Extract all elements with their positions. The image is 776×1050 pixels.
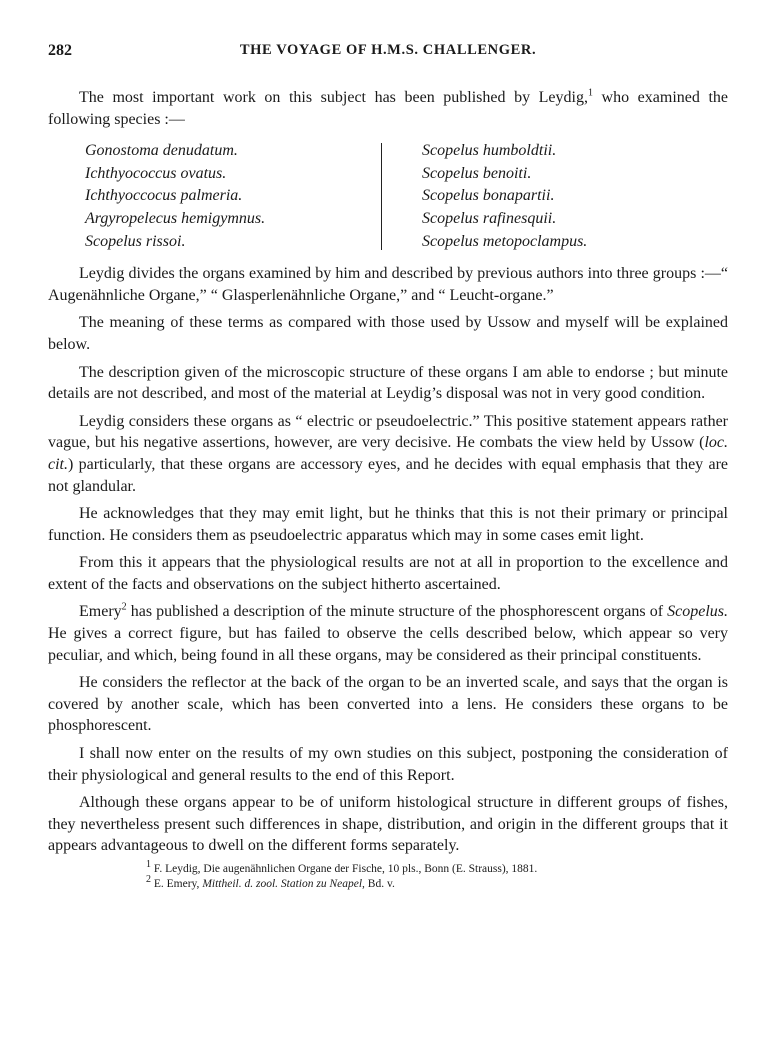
paragraph-light: He acknowledges that they may emit light, but he thinks that this is not their primary or principal function. He considers them as pseudoelectric apparatus which may in some cases emit light. xyxy=(48,505,728,544)
species-item: Argyropelecus hemigymnus. xyxy=(85,209,266,227)
footnote-text: E. Emery, xyxy=(151,878,203,890)
journal-title: Mittheil. d. zool. Station zu Neapel, xyxy=(202,878,365,890)
species-item: Scopelus humboldtii. xyxy=(422,142,557,160)
footnote-mark: 2 xyxy=(146,874,151,886)
intro-text-after: who examined the following species :— xyxy=(48,89,729,128)
footnotes xyxy=(48,859,728,892)
paragraph-own-studies: I shall now enter on the results of my own studies on this subject, postponing the consideration of their physiological and general results to the end of this Report. xyxy=(48,745,728,784)
paragraph-physiological: From this it appears that the physiological results are not at all in proportion to the excellence and extent of the facts and observations on the subject hitherto ascertained. xyxy=(48,554,728,593)
footnote-1 xyxy=(146,859,728,877)
paragraph-reflector: He considers the reflector at the back of the organ to be an inverted scale, and says that the organ is covered by another scale, which has been converted into a lens. He considers these organs to be phosphorescent. xyxy=(48,674,728,735)
species-column-right xyxy=(422,140,587,253)
page-header xyxy=(48,42,728,70)
species-item: Scopelus rafinesquii. xyxy=(422,209,557,227)
footnote-text: F. Leydig, Die augenähnlichen Organe der Fische, 10 pls., Bonn (E. Strauss), 1881. xyxy=(151,863,538,875)
paragraph-description: The description given of the microscopic structure of these organs I am able to endorse ; but minute details are not described, and most of the material at Leydig’s disposal was not in very good condition. xyxy=(48,363,728,403)
species-column-left xyxy=(48,140,377,253)
footnote-text: Bd. v. xyxy=(364,878,395,890)
paragraph-groups-of-fishes: Although these organs appear to be of uniform histological structure in different groups of fishes, they nevertheless present such differences in shape, distribution, and origin in the different groups that it appears advantageous to dwell on the different forms separately. xyxy=(48,794,728,855)
species-item: Scopelus bonapartii. xyxy=(422,187,555,205)
intro-text: The most important work on this subject has been published by Leydig, xyxy=(79,89,588,106)
intro-paragraph xyxy=(48,87,728,130)
text-span: ) particularly, that these organs are accessory eyes, and he decides with equal emphasis that they are not glandular. xyxy=(48,455,728,495)
species-item: Gonostoma denudatum. xyxy=(85,142,238,160)
footnote-ref-1: 1 xyxy=(587,87,593,99)
text-span: He gives a correct figure, but has failed to observe the cells described below, which appear so very peculiar, and which, being found in all these organs, may be considered as their principal constituents. xyxy=(48,625,728,664)
species-item: Scopelus rissoi. xyxy=(85,232,186,250)
footnote-ref-2: 2 xyxy=(121,602,127,614)
species-item: Scopelus benoiti. xyxy=(422,164,532,182)
genus-name: Scopelus. xyxy=(667,603,728,621)
species-list xyxy=(48,140,728,253)
species-item: Ichthyoccocus palmeria. xyxy=(85,187,243,205)
species-item: Scopelus metopoclampus. xyxy=(422,232,588,250)
species-item: Ichthyococcus ovatus. xyxy=(85,164,227,182)
citation: loc. cit. xyxy=(48,434,728,473)
page-number: 282 xyxy=(48,42,72,59)
footnote-mark: 1 xyxy=(146,859,151,871)
text-span: Emery xyxy=(79,603,122,621)
running-title: THE VOYAGE OF H.M.S. CHALLENGER. xyxy=(239,42,537,58)
text-span: Leydig considers these organs as “ electric or pseudoelectric.” This positive statement appears rather vague, but his negative assertions, however, are very decisive. He combats the view held by Ussow ( xyxy=(48,412,728,452)
paragraph-electric xyxy=(48,411,728,497)
paragraph-emery xyxy=(48,601,728,666)
document-page xyxy=(48,42,728,892)
text-span: has published a description of the minute structure of the phosphorescent organs of xyxy=(126,603,668,621)
footnote-2 xyxy=(146,874,728,892)
column-divider xyxy=(381,143,382,250)
paragraph-terms: The meaning of these terms as compared with those used by Ussow and myself will be explained below. xyxy=(48,314,728,353)
paragraph-groups: Leydig divides the organs examined by him and described by previous authors into three groups :—“ Augenähnliche Organe,” “ Glasperlenähnliche Organe,” and “ Leucht-organe.” xyxy=(48,265,728,304)
